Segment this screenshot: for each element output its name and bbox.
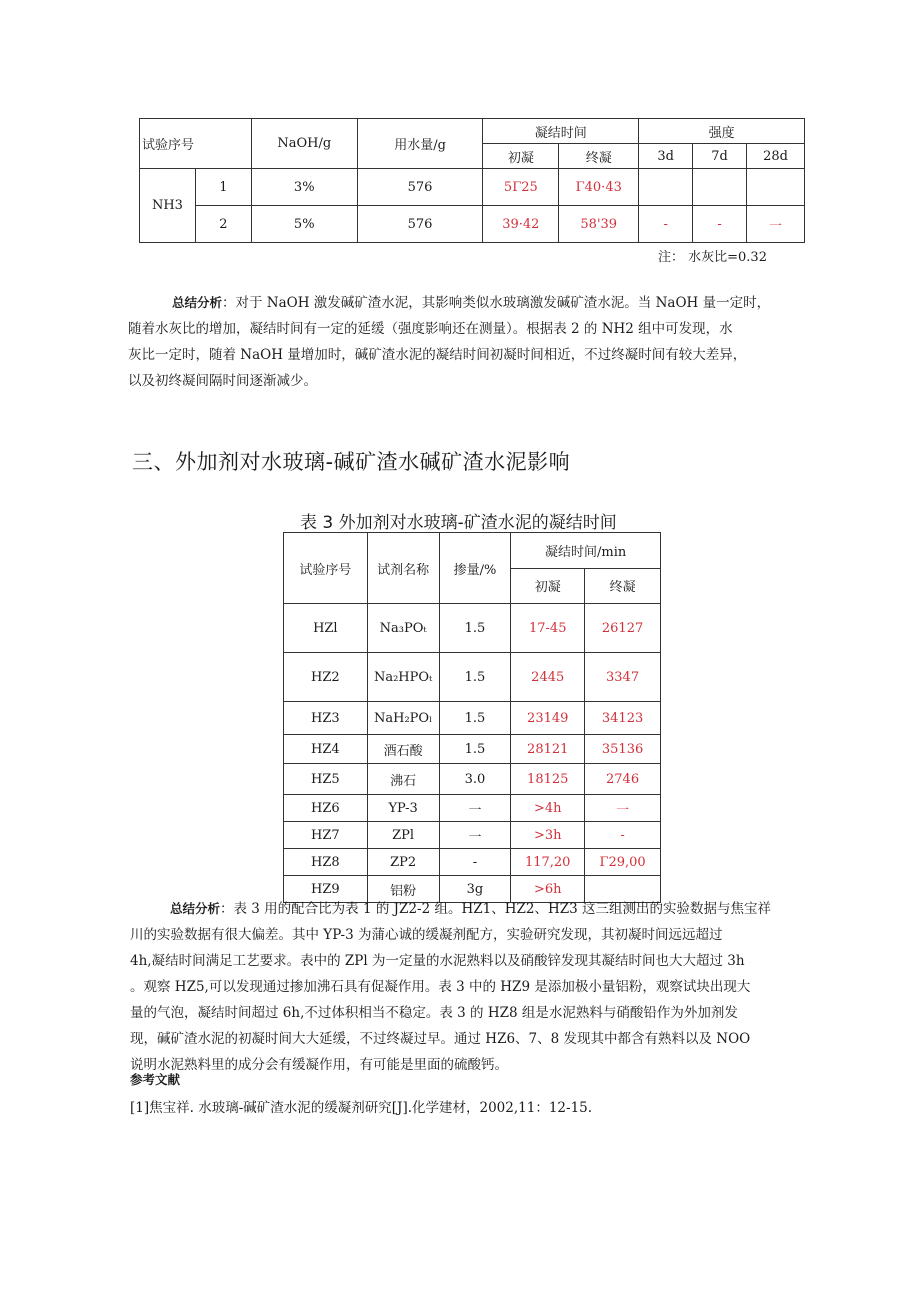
header-id: 试验序号	[284, 533, 368, 604]
cell-28d	[747, 169, 805, 206]
cell-id: HZl	[284, 604, 368, 653]
cell-id: HZ9	[284, 876, 368, 903]
table-note: 注： 水灰比=0.32	[658, 250, 767, 265]
header-strength: 强度	[639, 119, 805, 144]
cell-initial: 17-45	[511, 604, 585, 653]
table-row	[140, 169, 805, 206]
cell-agent: 沸石	[367, 764, 439, 795]
header-setting-time: 凝结时间/min	[511, 533, 661, 569]
header-id: 试验序号	[140, 119, 252, 169]
table-row	[284, 735, 661, 764]
summary-label: 总结分析	[172, 295, 223, 310]
cell-dose: 1.5	[439, 653, 511, 702]
cell-dose: 3.0	[439, 764, 511, 795]
cell-no: 2	[195, 206, 251, 243]
group-label: NH3	[140, 169, 196, 243]
summary-line: 4h,凝结时间满足工艺要求。表中的 ZPl 为一定量的水泥熟料以及硝酸锌发现其凝结时间也大大超过 3h	[130, 953, 745, 969]
cell-agent: Na₂HPOₜ	[367, 653, 439, 702]
summary-line: 。观察 HZ5,可以发现通过掺加沸石具有促凝作用。表 3 中的 HZ9 是添加极小量铝粉，观察试块出现大	[130, 979, 751, 995]
summary-line: 现，碱矿渣水泥的初凝时间大大延缓，不过终凝过早。通过 HZ6、7、8 发现其中都含有熟料以及 NOO	[130, 1031, 751, 1047]
cell-dose: 1.5	[439, 702, 511, 735]
header-28d: 28d	[747, 144, 805, 169]
cell-id: HZ3	[284, 702, 368, 735]
cell-agent: 酒石酸	[367, 735, 439, 764]
cell-id: HZ7	[284, 822, 368, 849]
cell-id: HZ8	[284, 849, 368, 876]
reference-item: [1]焦宝祥. 水玻璃-碱矿渣水泥的缓凝剂研究[J].化学建材，2002,11：12-15.	[130, 1100, 593, 1116]
cell-3d: -	[639, 206, 693, 243]
cell-final: 58'39	[559, 206, 639, 243]
cell-initial: 117,20	[511, 849, 585, 876]
summary-label: 总结分析	[170, 901, 221, 916]
header-final: 终凝	[585, 568, 661, 604]
cell-agent: 铝粉	[367, 876, 439, 903]
cell-7d: -	[693, 206, 747, 243]
cell-initial: 28121	[511, 735, 585, 764]
cell-initial: 39·42	[483, 206, 559, 243]
cell-agent: YP-3	[367, 795, 439, 822]
cell-28d: 一	[747, 206, 805, 243]
cell-dose: 一	[439, 795, 511, 822]
header-dose: 掺量/%	[439, 533, 511, 604]
header-initial: 初凝	[483, 144, 559, 169]
summary-line: 灰比一定时，随着 NaOH 量增加时，碱矿渣水泥的凝结时间初凝时间相近，不过终凝时间有较大差异，	[128, 347, 747, 363]
table-row	[284, 764, 661, 795]
cell-agent: ZP2	[367, 849, 439, 876]
cell-initial: >3h	[511, 822, 585, 849]
additive-setting-table	[283, 532, 661, 903]
cell-initial: >4h	[511, 795, 585, 822]
table-row	[284, 795, 661, 822]
table-row	[284, 653, 661, 702]
cell-naoh: 5%	[251, 206, 357, 243]
cell-3d	[639, 169, 693, 206]
cell-final: 一	[585, 795, 661, 822]
cell-water: 576	[357, 169, 483, 206]
cell-dose: 3g	[439, 876, 511, 903]
summary-line: 川的实验数据有很大偏差。其中 YP-3 为蒲心诚的缓凝剂配方，实验研究发现，其初凝时间远远超过	[130, 927, 723, 943]
header-setting-time: 凝结时间	[483, 119, 639, 144]
cell-id: HZ6	[284, 795, 368, 822]
cell-water: 576	[357, 206, 483, 243]
cell-initial: 5Γ25	[483, 169, 559, 206]
table-row	[284, 849, 661, 876]
cell-naoh: 3%	[251, 169, 357, 206]
cell-initial: >6h	[511, 876, 585, 903]
cell-id: HZ2	[284, 653, 368, 702]
cell-agent: NaH₂POₗ	[367, 702, 439, 735]
cell-final: Γ29,00	[585, 849, 661, 876]
header-agent: 试剂名称	[367, 533, 439, 604]
header-water: 用水量/g	[357, 119, 483, 169]
cell-final: 26127	[585, 604, 661, 653]
section-heading: 三、外加剂对水玻璃-碱矿渣水碱矿渣水泥影响	[132, 450, 571, 474]
cell-final: 2746	[585, 764, 661, 795]
summary-paragraph-2	[130, 896, 820, 1078]
cell-no: 1	[195, 169, 251, 206]
table-caption: 表 3 外加剂对水玻璃-矿渣水泥的凝结时间	[300, 513, 617, 533]
header-initial: 初凝	[511, 568, 585, 604]
cell-final: 34123	[585, 702, 661, 735]
cell-dose: 一	[439, 822, 511, 849]
cell-final: 35136	[585, 735, 661, 764]
summary-line: 随着水灰比的增加，凝结时间有一定的延缓（强度影响还在测量）。根据表 2 的 NH2 组中可发现，水	[128, 321, 733, 337]
cell-final: -	[585, 822, 661, 849]
table-row	[140, 206, 805, 243]
summary-line: 以及初终凝间隔时间逐渐减少。	[128, 373, 317, 389]
cell-dose: 1.5	[439, 604, 511, 653]
naoh-setting-table	[139, 118, 805, 243]
cell-initial: 18125	[511, 764, 585, 795]
table-row	[284, 604, 661, 653]
cell-id: HZ4	[284, 735, 368, 764]
cell-agent: Na₃POₜ	[367, 604, 439, 653]
summary-line: ：表 3 用的配合比为表 1 的 JZ2-2 组。HZ1、HZ2、HZ3 这三组测出的实验数据与焦宝祥	[220, 901, 771, 917]
header-final: 终凝	[559, 144, 639, 169]
cell-dose: -	[439, 849, 511, 876]
header-naoh: NaOH/g	[251, 119, 357, 169]
cell-final: Γ40·43	[559, 169, 639, 206]
summary-paragraph-1	[128, 290, 808, 394]
cell-7d	[693, 169, 747, 206]
summary-line: 说明水泥熟料里的成分会有缓凝作用，有可能是里面的硫酸钙。	[130, 1057, 508, 1073]
cell-final: 3347	[585, 653, 661, 702]
cell-id: HZ5	[284, 764, 368, 795]
cell-initial: 2445	[511, 653, 585, 702]
summary-line: ：对于 NaOH 激发碱矿渣水泥，其影响类似水玻璃激发碱矿渣水泥。当 NaOH 量一定时，	[222, 295, 771, 311]
header-3d: 3d	[639, 144, 693, 169]
table-row	[284, 702, 661, 735]
cell-agent: ZPl	[367, 822, 439, 849]
cell-initial: 23149	[511, 702, 585, 735]
table-row	[284, 822, 661, 849]
summary-line: 量的气泡，凝结时间超过 6h,不过体积相当不稳定。表 3 的 HZ8 组是水泥熟料与硝酸铅作为外加剂发	[130, 1005, 738, 1021]
header-7d: 7d	[693, 144, 747, 169]
cell-dose: 1.5	[439, 735, 511, 764]
references-heading: 参考文献	[130, 1072, 181, 1087]
